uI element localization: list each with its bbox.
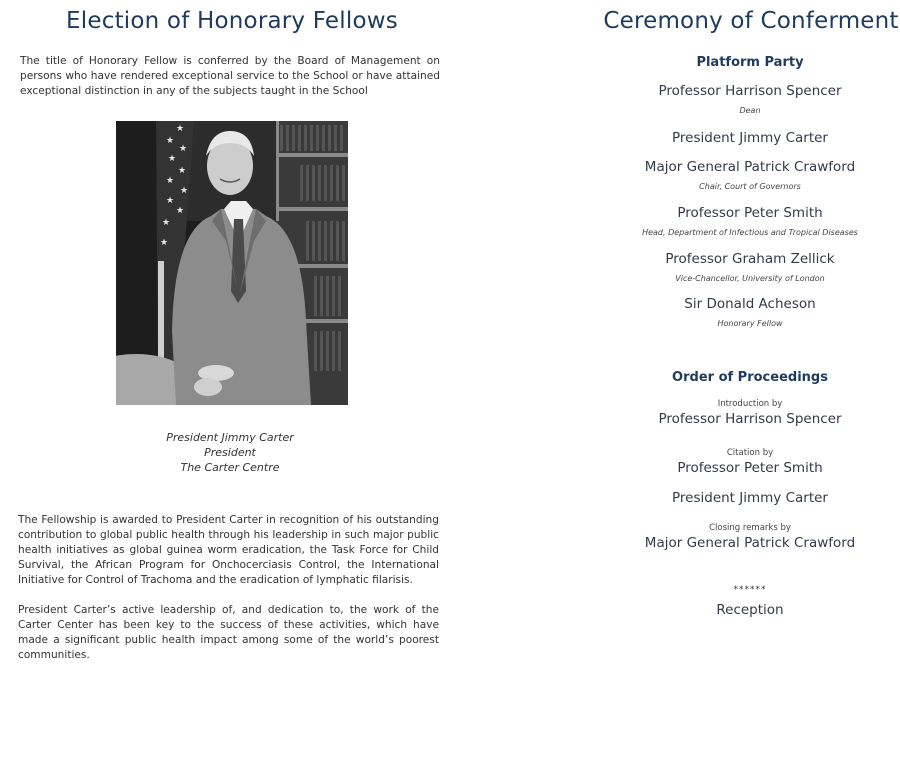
proceeding-label: Introduction by: [717, 399, 783, 409]
platform-member-name: Professor Harrison Spencer: [658, 83, 842, 99]
citation-paragraph-2: President Carter’s active leadership of, and dedication to, the work of the Carter Center has been key to the success of these activities, which have made a significant public health impact among some of the world’s poorest communities.: [18, 604, 439, 661]
proceeding-name: Professor Harrison Spencer: [658, 411, 842, 427]
svg-text:★: ★: [179, 144, 188, 154]
svg-text:★: ★: [176, 206, 185, 216]
caption-organization: The Carter Centre: [180, 461, 280, 474]
svg-text:★: ★: [166, 136, 175, 146]
svg-text:★: ★: [168, 154, 177, 164]
svg-text:★: ★: [166, 176, 175, 186]
order-of-proceedings-heading: Order of Proceedings: [672, 370, 828, 385]
citation-paragraph-1: The Fellowship is awarded to President Carter in recognition of his outstanding contribution to global public health through his leadership in such major public health initiatives as global guinea worm eradication, the Task Force for Child Survival, the African Program for Onchocerciasis Control, the International Initiative for Control of Trachoma and the eradication of lymphatic filarisis.: [18, 514, 439, 586]
platform-member-role: Vice-Chancellor, University of London: [675, 274, 825, 283]
separator-stars: ******: [733, 585, 767, 595]
reception-label: Reception: [716, 602, 784, 618]
proceeding-name: President Jimmy Carter: [672, 490, 828, 506]
caption-name: President Jimmy Carter: [166, 431, 294, 444]
caption-title: President: [204, 446, 256, 459]
intro-paragraph: The title of Honorary Fellow is conferred by the Board of Management on persons who have rendered exceptional service to the School or have attained exceptional distinction in any of the subjects taught in the School: [20, 55, 440, 97]
platform-member-name: Professor Peter Smith: [677, 205, 823, 221]
proceeding-name: Major General Patrick Crawford: [644, 535, 856, 551]
proceeding-label: Citation by: [726, 448, 774, 458]
platform-member-role: Head, Department of Infectious and Tropical Diseases: [642, 228, 858, 237]
svg-text:★: ★: [178, 166, 187, 176]
platform-member-name: Professor Graham Zellick: [665, 251, 835, 267]
svg-text:★: ★: [162, 218, 171, 228]
proceeding-name: Professor Peter Smith: [677, 460, 823, 476]
platform-member-role: Dean: [739, 106, 761, 115]
platform-member-name: Sir Donald Acheson: [684, 296, 816, 312]
platform-member-role: Honorary Fellow: [717, 319, 783, 328]
right-page: [600, 0, 900, 772]
platform-member-role: Chair, Court of Governors: [699, 182, 801, 191]
platform-party-heading: Platform Party: [696, 55, 804, 70]
svg-text:★: ★: [176, 124, 185, 134]
platform-member-name: Major General Patrick Crawford: [644, 159, 856, 175]
page-title: Ceremony of Conferment: [603, 8, 899, 34]
svg-text:★: ★: [166, 196, 175, 206]
proceeding-label: Closing remarks by: [709, 523, 791, 533]
photo-caption: [0, 430, 460, 475]
svg-text:★: ★: [160, 238, 169, 248]
page-title: Election of Honorary Fellows: [66, 8, 398, 34]
platform-member-name: President Jimmy Carter: [672, 130, 828, 146]
portrait-photo: [116, 121, 348, 405]
svg-text:★: ★: [180, 186, 189, 196]
